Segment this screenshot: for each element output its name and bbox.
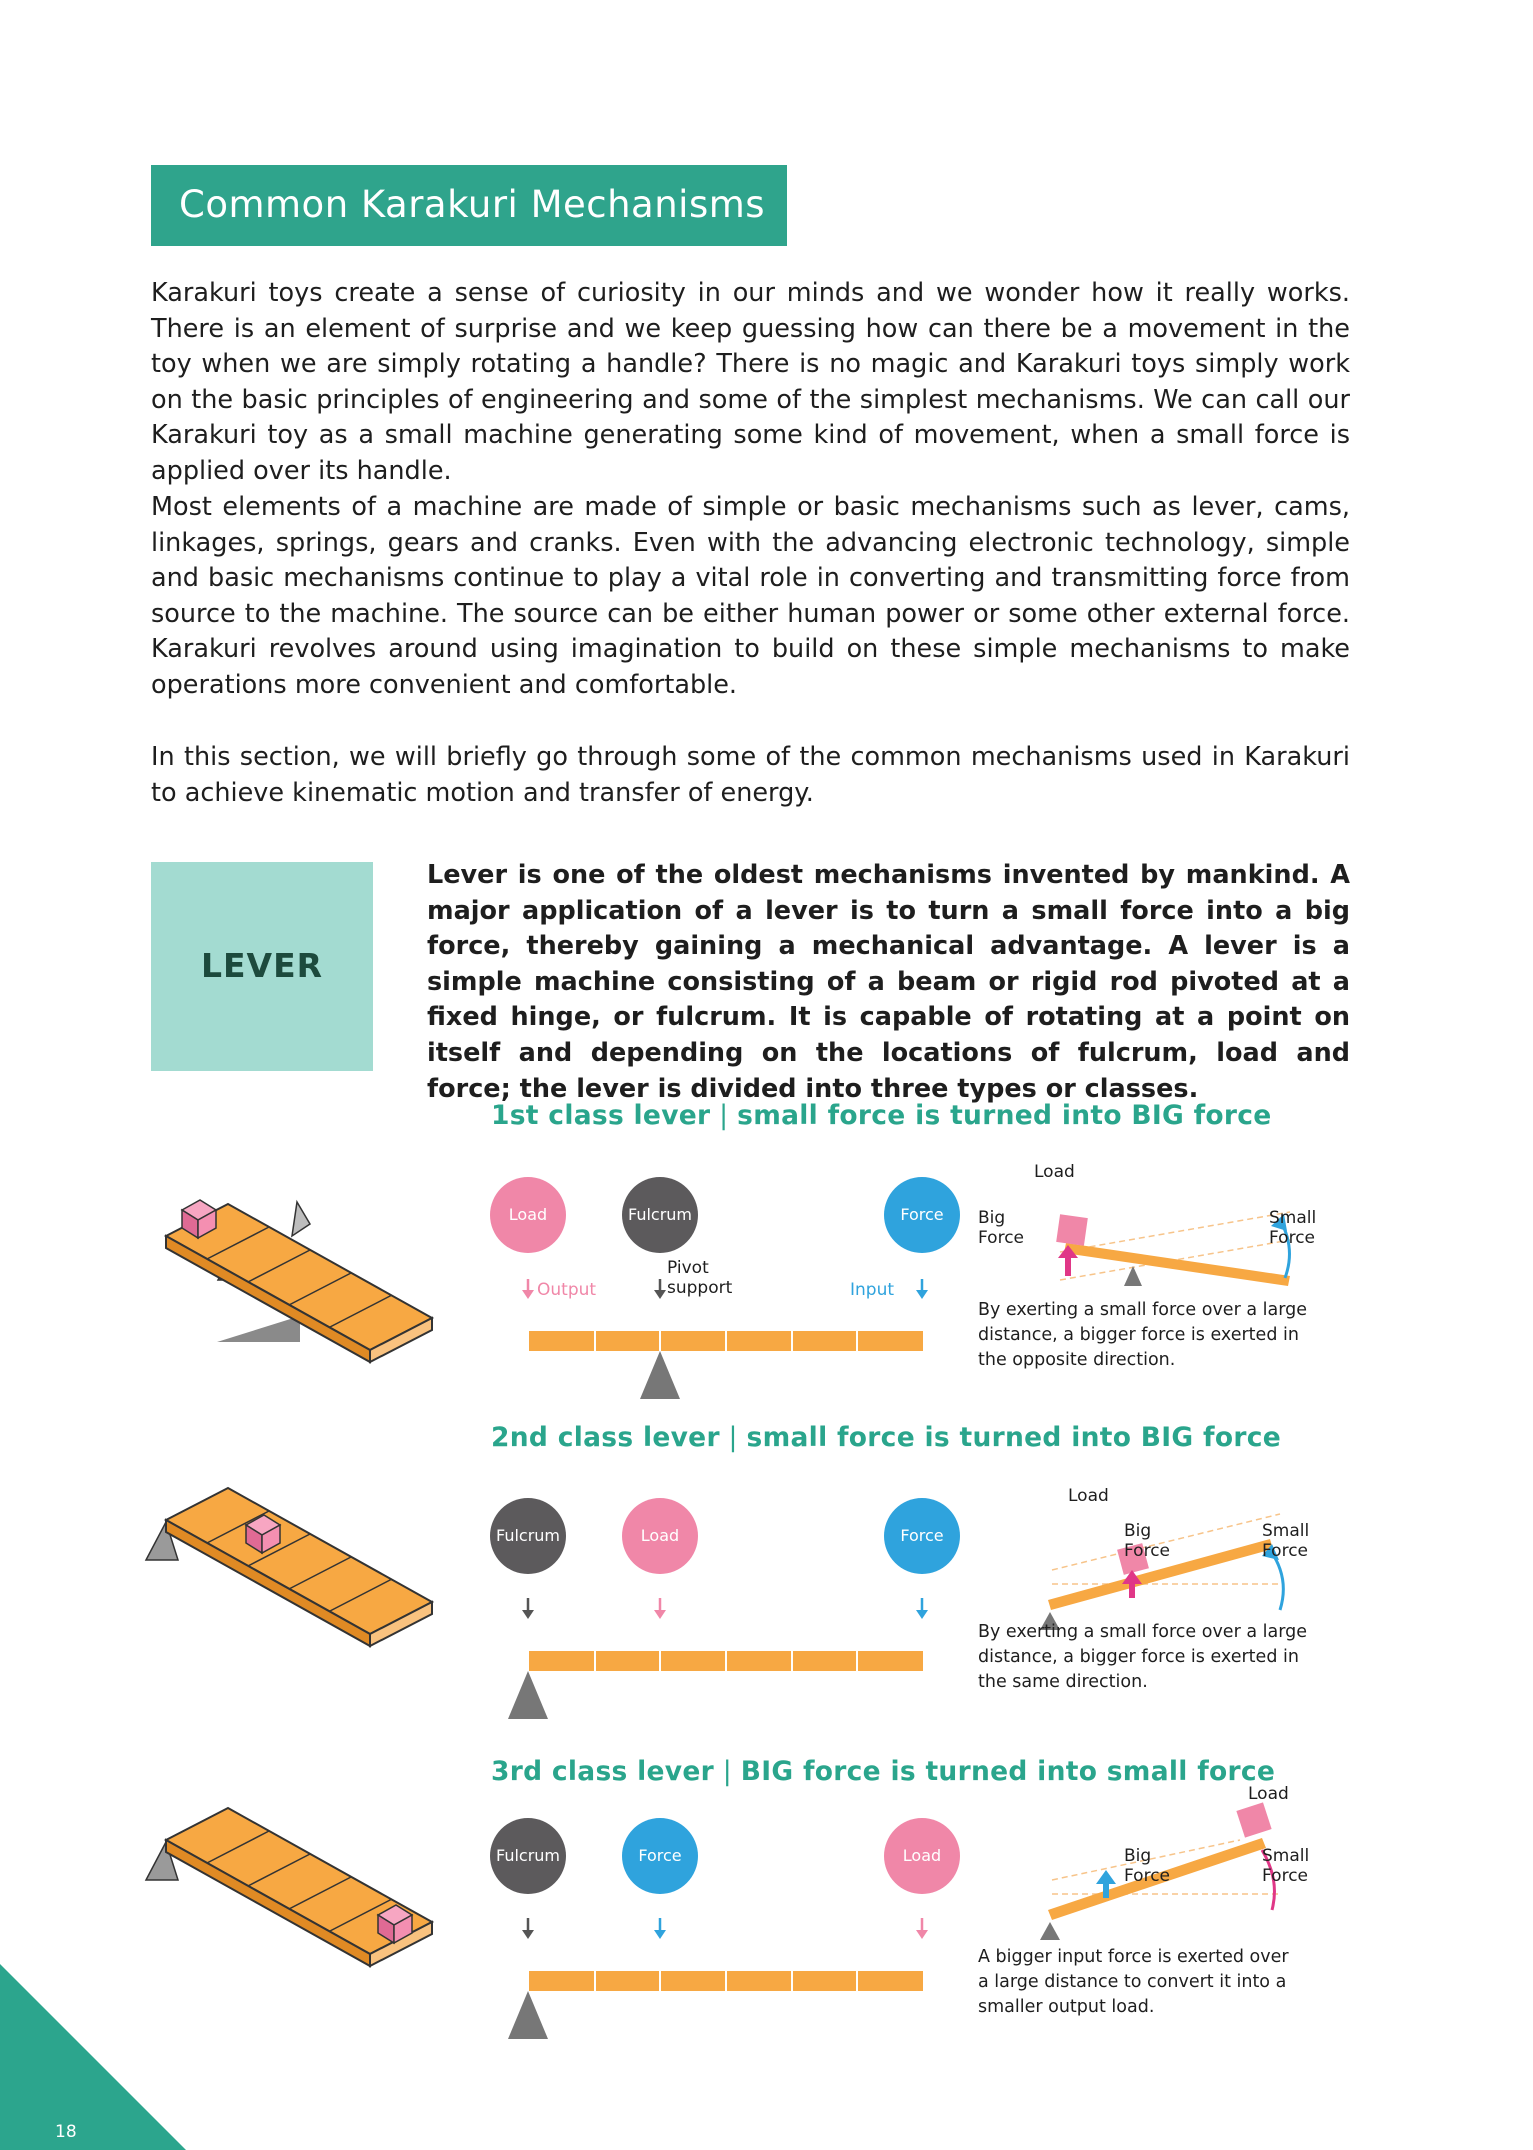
page-title: Common Karakuri Mechanisms — [179, 183, 766, 226]
class1-separator: | — [710, 1100, 738, 1131]
lever-description: Lever is one of the oldest mechanisms invented by mankind. A major application of a lever is to turn a small force into a big force, thereby gaining a mechanical advantage. A lever is a simple machine consisting of a beam or rigid rod pivoted at a fixed hinge, or fulcrum. It is capable of rotating at a point on itself and depending on the locations of fulcrum, load and force; the lever is divided into three types or classes. — [427, 860, 1350, 1104]
class1-circle-2-label: Fulcrum — [627, 1205, 692, 1224]
class2-circle-row — [470, 1486, 970, 1606]
class1-diag-small-2: Force — [1269, 1228, 1315, 1248]
class2-caption-2: distance, a bigger force is exerted in — [978, 1647, 1299, 1667]
class2-title — [491, 1422, 1281, 1453]
class2-iso-seesaw — [146, 1488, 432, 1646]
class1-name: 1st class lever — [491, 1100, 711, 1131]
class1-pivot-line1: Pivot — [667, 1258, 709, 1278]
class3-circle-2-label: Force — [638, 1846, 682, 1865]
class2-diag-big-1: Big — [1124, 1521, 1152, 1541]
class2-caption — [978, 1620, 1307, 1695]
class3-caption-2: a large distance to convert it into a — [978, 1972, 1287, 1992]
class3-diag-big-2: Force — [1124, 1866, 1170, 1886]
class1-diag-load: Load — [1034, 1162, 1075, 1182]
class1-caption-3: the opposite direction. — [978, 1350, 1176, 1370]
class3-name: 3rd class lever — [491, 1756, 715, 1787]
class1-diag-small-1: Small — [1269, 1208, 1317, 1228]
class2-diag-big-2: Force — [1124, 1541, 1170, 1561]
class3-bar-diagram — [508, 1918, 928, 2039]
class1-pivot-label — [667, 1258, 732, 1298]
class3-tagline: BIG force is turned into small force — [740, 1756, 1276, 1787]
lever-label-box — [151, 862, 373, 1071]
intro-paragraph-3: In this section, we will briefly go through some of the common mechanisms used in Karakuri to achieve kinematic motion and transfer of energy. — [151, 742, 1350, 808]
class1-output-label: Output — [537, 1280, 597, 1300]
class2-tagline: small force is turned into BIG force — [746, 1422, 1281, 1453]
class1-caption-1: By exerting a small force over a large — [978, 1300, 1307, 1320]
class1-diag-small — [1269, 1208, 1316, 1248]
class2-diag-load: Load — [1068, 1486, 1109, 1506]
intro-paragraph-2: Most elements of a machine are made of simple or basic mechanisms such as lever, cams, linkages, springs, gears and cranks. Even with the advancing electronic technology, simple and basic mechanisms continue to play a vital role in converting and transmitting force from source to the machine. The source can be either human power or some other external force. Karakuri revolves around using imagination to build on these simple mechanisms to make operations more convenient and comfortable. — [151, 492, 1350, 700]
class1-circle-row — [470, 1165, 970, 1325]
class1-circle-1-label: Load — [508, 1205, 548, 1224]
class1-diag-big — [978, 1208, 1024, 1248]
class2-circle-2-label: Load — [640, 1526, 680, 1545]
class3-iso-seesaw — [146, 1808, 432, 1966]
class3-diag-small-1: Small — [1262, 1846, 1310, 1866]
class3-circle-1-label: Fulcrum — [495, 1846, 560, 1865]
class1-diag-big-1: Big — [978, 1208, 1006, 1228]
class1-title — [491, 1100, 1272, 1131]
class2-caption-1: By exerting a small force over a large — [978, 1622, 1307, 1642]
class3-diag-big — [1124, 1846, 1170, 1886]
section-title-bar — [151, 165, 787, 246]
class3-diag-small-2: Force — [1262, 1866, 1308, 1886]
class1-circle-3-label: Force — [900, 1205, 944, 1224]
class2-diag-small — [1262, 1521, 1309, 1561]
class2-diag-small-1: Small — [1262, 1521, 1310, 1541]
class1-tilt-diagram — [1056, 1212, 1290, 1286]
class2-bar-diagram — [508, 1598, 928, 1719]
intro-paragraph-1: Karakuri toys create a sense of curiosity in our minds and we wonder how it really works. There is an element of surprise and we keep guessing how can there be a movement in the toy when we are simply rotating a handle? There is no magic and Karakuri toys simply work on the basic principles of engineering and some of the simplest mechanisms. We can call our Karakuri toy as a small machine generating some kind of movement, when a small force is applied over its handle. — [151, 278, 1350, 486]
class1-caption-2: distance, a bigger force is exerted in — [978, 1325, 1299, 1345]
class2-circle-3-label: Force — [900, 1526, 944, 1545]
class3-circle-3-label: Load — [902, 1846, 942, 1865]
class2-diag-big — [1124, 1521, 1170, 1561]
class1-caption — [978, 1298, 1307, 1373]
class2-diag-small-2: Force — [1262, 1541, 1308, 1561]
page-number: 18 — [55, 2122, 77, 2142]
class2-caption-3: the same direction. — [978, 1672, 1148, 1692]
class1-input-label: Input — [850, 1280, 895, 1300]
class2-name: 2nd class lever — [491, 1422, 720, 1453]
class2-circle-1-label: Fulcrum — [495, 1526, 560, 1545]
class1-tagline: small force is turned into BIG force — [737, 1100, 1272, 1131]
class3-diag-big-1: Big — [1124, 1846, 1152, 1866]
class3-caption-3: smaller output load. — [978, 1997, 1155, 2017]
page-corner-decoration — [0, 1964, 186, 2150]
class3-caption — [978, 1945, 1289, 2020]
class3-circle-row — [470, 1806, 970, 1926]
class1-pivot-line2: support — [667, 1278, 733, 1298]
class3-caption-1: A bigger input force is exerted over — [978, 1947, 1289, 1967]
class3-separator: | — [714, 1756, 741, 1787]
class2-separator: | — [719, 1422, 747, 1453]
class3-diag-load: Load — [1248, 1784, 1289, 1804]
class1-diag-big-2: Force — [978, 1228, 1024, 1248]
class1-iso-seesaw — [166, 1200, 432, 1362]
lever-label: LEVER — [200, 946, 324, 985]
class3-diag-small — [1262, 1846, 1309, 1886]
